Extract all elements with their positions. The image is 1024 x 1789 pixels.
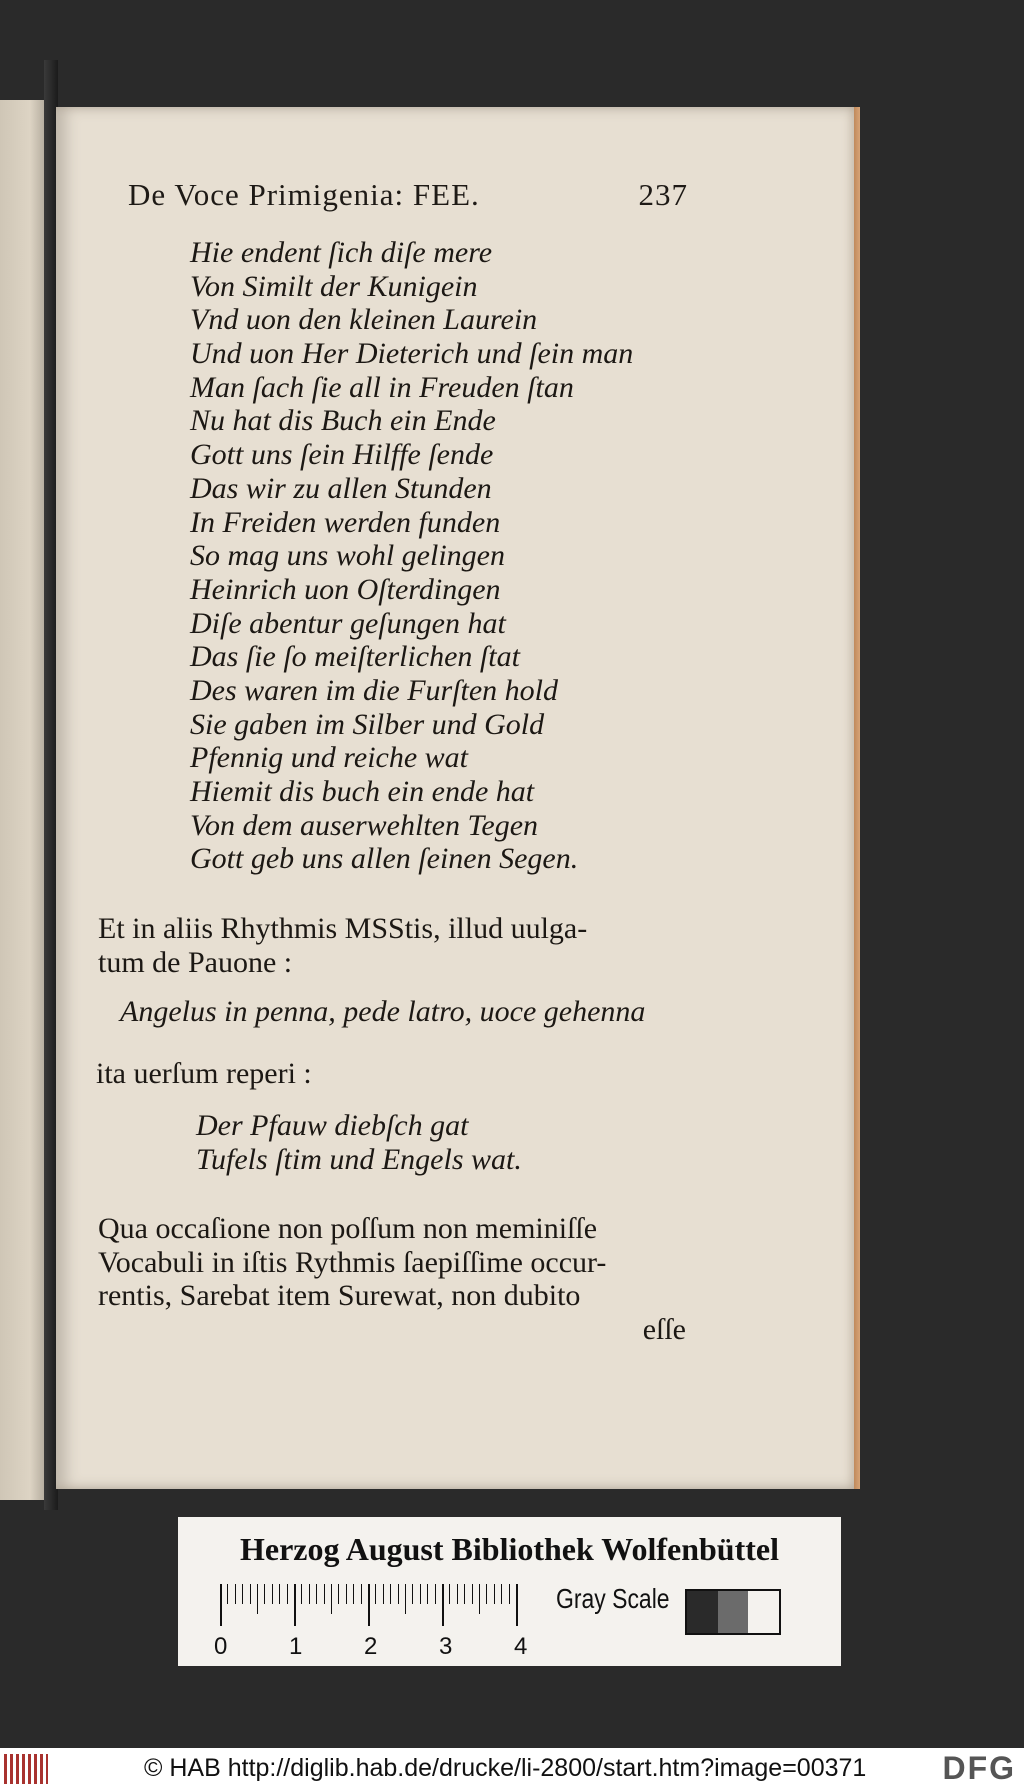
running-head-title: De Voce Primigenia: FEE. [128,177,480,212]
ruler-tick [353,1584,354,1604]
verse-line: Des waren im die Furſten hold [190,673,559,707]
paragraph-line: Et in aliis Rhythmis MSStis, illud uulga- [98,912,588,945]
ruler-tick [250,1584,251,1604]
ruler-tick [346,1584,347,1604]
dfg-logo: DFG [942,1750,1016,1786]
verse-line: Heinrich uon Oſterdingen [190,572,501,606]
ruler-tick [242,1584,243,1604]
ruler-tick [368,1584,370,1626]
verse-block-main [190,236,633,876]
ruler-tick [509,1584,510,1604]
ruler-tick [220,1584,222,1626]
ruler-tick [279,1584,280,1604]
paragraph-line: Angelus in penna, pede latro, uoce gehenna [120,995,646,1028]
ruler-number: 1 [289,1633,303,1660]
ruler-tick [398,1584,399,1604]
ruler-tick [361,1584,362,1604]
footer-bar [0,1748,1024,1789]
ruler-tick [264,1584,265,1604]
ruler-tick [235,1584,236,1604]
paragraph-line: Qua occaſione non poſſum non meminiſſe [98,1212,598,1245]
verse-line: Tufels ſtim und Engels wat. [196,1142,522,1176]
ruler-tick [405,1584,406,1614]
ruler-tick [227,1584,228,1604]
verse-block-pfau [196,1109,522,1176]
verse-line: Das wir zu allen Stunden [190,471,492,505]
ruler-tick [486,1584,487,1604]
running-head [128,177,688,213]
ruler-tick [316,1584,317,1604]
gray-swatch-dark [687,1591,718,1633]
ruler-tick [309,1584,310,1604]
gray-scale-label: Gray Scale [556,1583,670,1614]
verse-line: Der Pfauw diebſch gat [196,1109,469,1142]
verse-line: Von Similt der Kunigein [190,269,478,303]
verse-line: Sie gaben im Silber und Gold [190,707,545,741]
ruler-tick [412,1584,413,1604]
paragraph-ita [96,1057,312,1091]
verse-line: Das ſie ſo meiſterlichen ſtat [190,640,520,674]
ruler-tick [501,1584,502,1604]
ruler-tick [442,1584,444,1626]
verse-line: Hie endent ſich diſe mere [190,236,493,269]
ruler-tick [390,1584,391,1604]
verse-line: Gott geb uns allen ſeinen Segen. [190,842,579,876]
ruler-tick [464,1584,465,1604]
barcode-icon [4,1754,48,1784]
page-number: 237 [638,177,688,212]
paragraph-qua-occasione [98,1212,686,1346]
ruler-tick [301,1584,302,1604]
ruler-tick [457,1584,458,1604]
ruler-tick [494,1584,495,1604]
ruler-tick [449,1584,450,1604]
verse-line: Vnd uon den kleinen Laurein [190,303,538,337]
gray-swatch-mid [718,1591,749,1633]
paragraph-line: tum de Pauone : [98,945,293,979]
catchword: eſſe [642,1312,686,1346]
ruler-tick [383,1584,384,1604]
footer-url[interactable]: © HAB http://diglib.hab.de/drucke/li-2800/start.htm?image=00371 [144,1754,867,1782]
verse-line: Diſe abentur geſungen hat [190,606,506,640]
verse-line: So mag uns wohl gelingen [190,539,505,573]
verse-line: Und uon Her Dieterich und ſein man [190,337,634,371]
verse-line: In Freiden werden funden [190,505,501,539]
verse-line: Hiemit dis buch ein ende hat [190,775,535,808]
ruler-tick [479,1584,480,1614]
ruler-tick [324,1584,325,1604]
gray-scale-swatches [685,1589,781,1635]
scale-ruler [220,1584,516,1626]
ruler-tick [472,1584,473,1604]
verse-line: Pfennig und reiche wat [190,741,468,775]
ruler-number: 2 [364,1633,378,1660]
ruler-number: 4 [514,1633,528,1660]
left-page-edge [0,100,50,1500]
ruler-tick [272,1584,273,1604]
paragraph-line: Vocabuli in iſtis Rythmis ſaepiſſime occur- [98,1245,607,1279]
verse-line: Gott uns ſein Hilffe ſende [190,438,494,472]
ruler-tick [338,1584,339,1604]
ruler-tick [287,1584,288,1604]
ruler-tick [257,1584,258,1614]
ruler-tick [427,1584,428,1604]
card-title: Herzog August Bibliothek Wolfenbüttel [239,1531,779,1567]
quoted-verse-angelus [120,995,645,1029]
ruler-tick [294,1584,296,1626]
paragraph-et-in-aliis [98,912,686,979]
ruler-tick [375,1584,376,1604]
gray-swatch-light [748,1591,779,1633]
ruler-tick [516,1584,518,1626]
verse-line: Man ſach ſie all in Freuden ſtan [190,370,574,404]
ruler-tick [331,1584,332,1614]
verse-line: Von dem auserwehlten Tegen [190,808,539,842]
verse-line: Nu hat dis Buch ein Ende [190,404,496,438]
ruler-number: 3 [439,1633,453,1660]
ruler-tick [435,1584,436,1604]
color-reference-card [178,1517,841,1666]
paragraph-line: ita uerſum reperi : [96,1057,312,1090]
page-edge [854,107,860,1489]
ruler-tick [420,1584,421,1604]
paragraph-line: rentis, Sarebat item Surewat, non dubito [98,1279,581,1312]
ruler-number: 0 [214,1633,228,1660]
